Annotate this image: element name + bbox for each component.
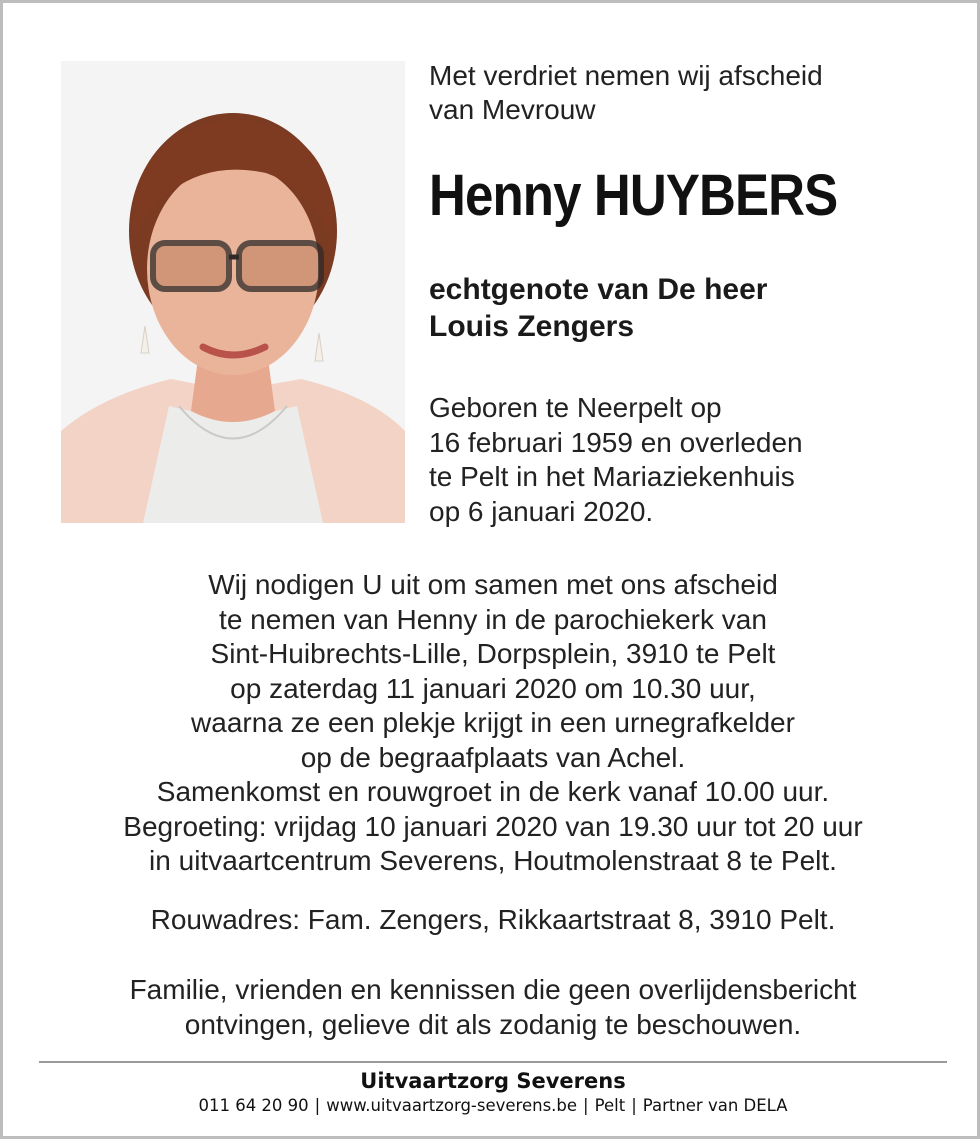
- partner: Partner van DELA: [642, 1096, 788, 1115]
- mourning-address: Rouwadres: Fam. Zengers, Rikkaartstraat 8, 3910 Pelt.: [150, 904, 836, 935]
- closing-line: Familie, vrienden en kennissen die geen overlijdensbericht: [129, 974, 857, 1005]
- separator: |: [631, 1096, 637, 1115]
- company-name: Uitvaartzorg Severens: [360, 1069, 626, 1093]
- invitation-text: [43, 568, 943, 879]
- deceased-name: Henny HUYBERS: [429, 163, 838, 228]
- invitation-line: Samenkomst en rouwgroet in de kerk vanaf 10.00 uur.: [156, 776, 830, 807]
- intro-line: van Mevrouw: [429, 94, 596, 125]
- birth-death-text: [429, 391, 949, 529]
- phone-number: 011 64 20 90: [198, 1096, 309, 1115]
- website-link[interactable]: www.uitvaartzorg-severens.be: [326, 1096, 578, 1115]
- closing-text: [43, 973, 943, 1042]
- intro-text: [429, 59, 949, 127]
- footer-contact: [43, 1094, 943, 1118]
- closing-line: ontvingen, gelieve dit als zodanig te beschouwen.: [184, 1008, 802, 1040]
- invitation-line: op de begraafplaats van Achel.: [300, 741, 686, 773]
- born-line: op 6 januari 2020.: [429, 495, 654, 527]
- invitation-line: in uitvaartcentrum Severens, Houtmolenstraat 8 te Pelt.: [149, 845, 837, 876]
- born-line: 16 februari 1959 en overleden: [429, 426, 803, 458]
- spouse-line: echtgenote van De heer: [429, 273, 768, 306]
- spouse-line: Louis Zengers: [429, 310, 635, 343]
- portrait-illustration: [61, 61, 405, 523]
- footer-divider: [39, 1061, 947, 1063]
- born-line: Geboren te Neerpelt op: [429, 392, 722, 423]
- invitation-line: op zaterdag 11 januari 2020 om 10.30 uur,: [230, 672, 756, 704]
- invitation-line: Wij nodigen U uit om samen met ons afscheid: [208, 569, 778, 600]
- invitation-line: waarna ze een plekje krijgt in een urnegrafkelder: [191, 707, 795, 738]
- separator: |: [583, 1096, 589, 1115]
- city: Pelt: [594, 1096, 626, 1115]
- invitation-line: Begroeting: vrijdag 10 januari 2020 van 19.30 uur tot 20 uur: [123, 810, 863, 842]
- separator: |: [314, 1096, 321, 1115]
- portrait-photo: [61, 61, 405, 523]
- invitation-line: Sint-Huibrechts-Lille, Dorpsplein, 3910 te Pelt: [210, 638, 776, 669]
- spouse-text: [429, 271, 949, 345]
- born-line: te Pelt in het Mariaziekenhuis: [429, 461, 795, 492]
- invitation-line: te nemen van Henny in de parochiekerk van: [219, 603, 767, 635]
- intro-line: Met verdriet nemen wij afscheid: [429, 60, 823, 91]
